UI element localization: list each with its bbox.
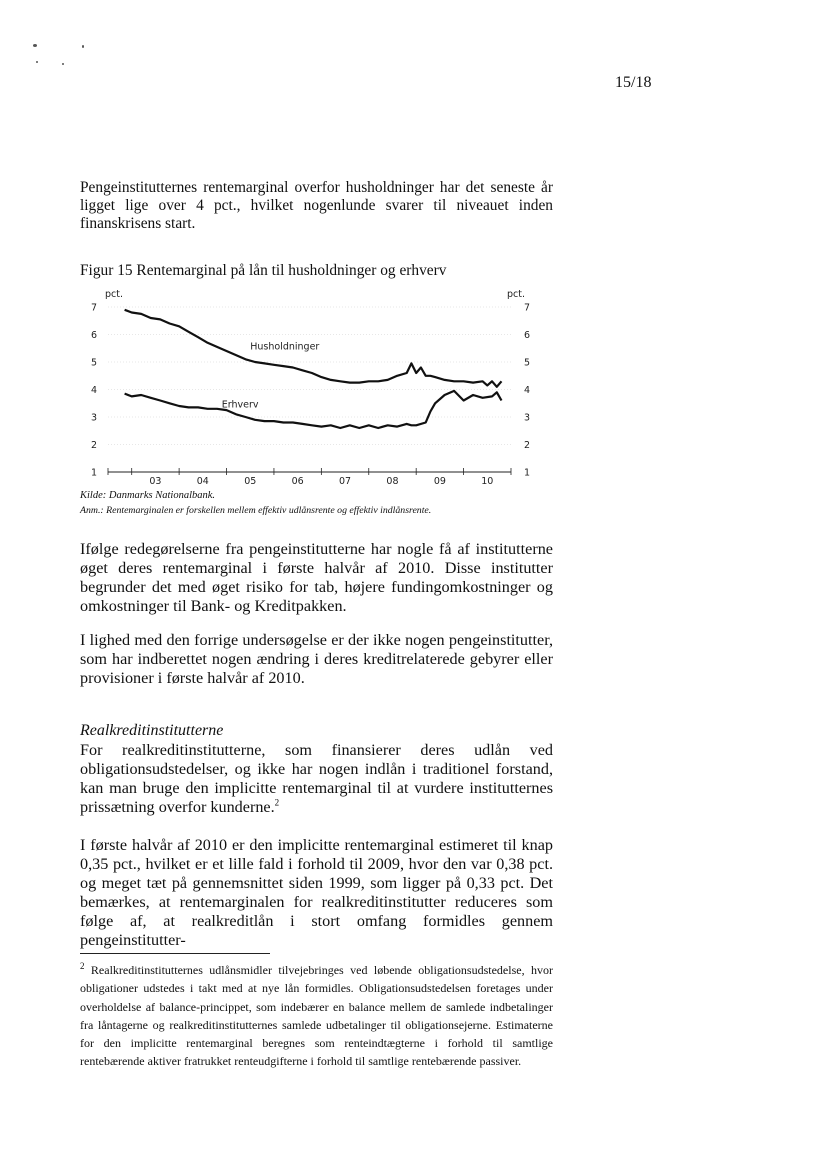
x-tick-label: 05 [244, 476, 257, 487]
footnote-reference: 2 [274, 797, 280, 808]
chart-series [125, 310, 502, 428]
line-chart [78, 283, 538, 493]
chart-axis [108, 468, 511, 475]
x-tick-label: 06 [291, 476, 304, 487]
footnote-divider [80, 953, 270, 954]
y-tick-label-left: 1 [90, 467, 98, 479]
y-tick-label-right: 6 [523, 330, 531, 341]
x-tick-label: 09 [433, 476, 446, 487]
x-tick-label: 10 [481, 476, 494, 487]
scan-speck [62, 63, 64, 65]
intro-paragraph: Pengeinstitutternes rentemarginal overfor husholdninger har det seneste år ligget lige over 4 pct., hvilket nogenlunde svarer til niveauet inden finanskrisens start. [80, 179, 553, 232]
y-tick-label-right: 5 [523, 357, 531, 369]
page-number: 15/18 [615, 74, 652, 91]
series-label-erhverv: Erhverv [221, 399, 259, 411]
y-axis-unit-right: pct. [507, 289, 525, 300]
footnote-number: 2 [80, 961, 85, 971]
final-paragraph: I første halvår af 2010 er den implicitte rentemarginal estimeret til knap 0,35 pct., hvilket er et lille fald i forhold til 2009, hvor den var 0,38 pct. og meget tæt på gennemsnittet siden 1999, som ligger på 0,33 pct. Det bemærkes, at rentemarginalen for realkreditinstitutter reduceres som følge af, at realkreditlån i stort omfang formidles gennem pengeinstitutter- [80, 836, 553, 949]
paragraph-2: I lighed med den forrige undersøgelse er der ikke nogen pengeinstitutter, som har indberettet nogen ændring i deres kreditrelaterede gebyrer eller provisioner i første halvår af 2010. [80, 631, 553, 687]
y-tick-label-right: 4 [523, 385, 531, 396]
y-tick-label-right: 1 [523, 467, 531, 479]
y-tick-label-right: 3 [523, 412, 531, 424]
x-tick-label: 04 [196, 476, 209, 487]
y-tick-label-left: 5 [90, 357, 98, 369]
y-tick-label-left: 3 [90, 412, 98, 424]
y-tick-label-right: 2 [523, 440, 531, 451]
series-label-husholdninger: Husholdninger [250, 341, 320, 353]
figure-title: Figur 15 Rentemarginal på lån til husholdninger og erhverv [80, 262, 447, 279]
section-heading: Realkreditinstitutterne [80, 722, 224, 739]
y-tick-label-left: 4 [90, 385, 98, 396]
y-axis-unit-left: pct. [105, 289, 123, 300]
y-tick-label-left: 2 [90, 440, 98, 451]
footnote-text: Realkreditinstitutternes udlånsmidler tilvejebringes ved løbende obligationsudstedelse, hvor obligationer udstedes i takt med at nye lån formidles. Obligationsudstedelsen foretages under overholdelse af balance-princippet, som indebærer en balance mellem de samlede indbetalinger fra låntagerne og realkreditinstitutternes samlede udbetalinger til obligationsejerne. Estimaterne for den implicitte rentemarginal beregnes som renteindtægterne i forhold til samtlige rentebærende aktiver fratrukket renteudgifterne i forhold til samtlige rentebærende passiver. [80, 963, 553, 1069]
section-paragraph [80, 741, 553, 817]
figure-source: Kilde: Danmarks Nationalbank. [80, 490, 216, 501]
y-tick-label-left: 7 [90, 302, 98, 314]
y-tick-label-left: 6 [90, 330, 98, 341]
y-tick-label-right: 7 [523, 302, 531, 314]
series-line-erhverv [125, 391, 502, 428]
footnote [80, 961, 553, 1071]
x-tick-label: 07 [339, 476, 352, 487]
x-tick-label: 03 [149, 476, 162, 487]
section-paragraph-text: For realkreditinstitutterne, som finansierer deres udlån ved obligationsudstedelser, og ikke har nogen indlån i traditionel forstand, kan man bruge den implicitte rentemarginal til at vurdere institutternes prissætning overfor kunderne. [80, 741, 553, 816]
figure-note: Anm.: Rentemarginalen er forskellen mellem effektiv udlånsrente og effektiv indlånsrente. [80, 505, 432, 516]
scan-speck [36, 61, 38, 63]
paragraph-1: Ifølge redegørelserne fra pengeinstitutterne har nogle få af institutterne øget deres rentemarginal i første halvår af 2010. Disse institutter begrunder det med øget risiko for tab, højere fundingomkostninger og omkostninger til Bank- og Kreditpakken. [80, 540, 553, 615]
x-tick-label: 08 [386, 476, 399, 487]
scan-speck [33, 44, 37, 47]
scan-speck [82, 45, 84, 48]
